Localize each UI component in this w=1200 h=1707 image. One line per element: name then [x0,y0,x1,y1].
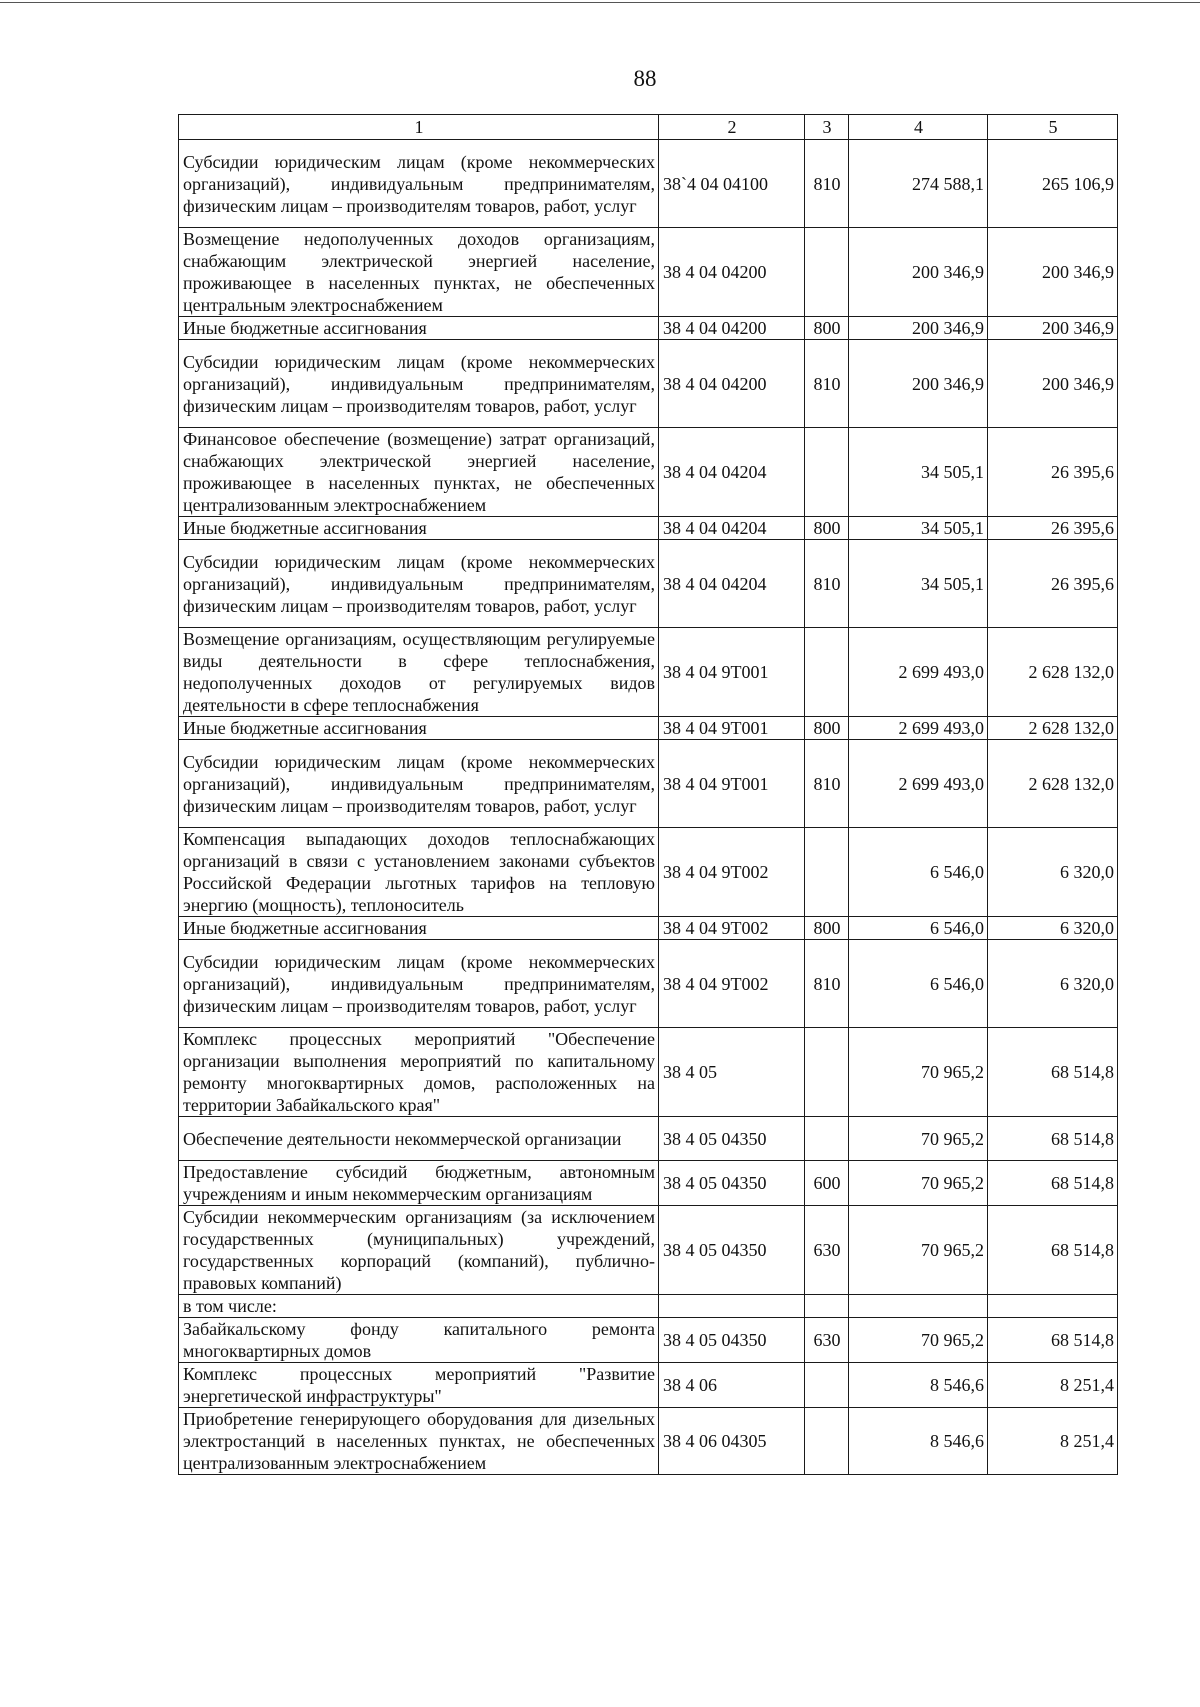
row-target-code: 38 4 06 [659,1363,805,1408]
row-amount-year-2: 8 251,4 [988,1363,1118,1408]
table-row [179,740,1118,828]
row-target-code: 38 4 04 04200 [659,340,805,428]
row-expense-type [805,428,849,517]
row-amount-year-2: 68 514,8 [988,1161,1118,1206]
row-target-code: 38 4 05 04350 [659,1318,805,1363]
row-amount-year-1: 2 699 493,0 [849,628,988,717]
row-expense-type: 800 [805,917,849,940]
column-header-2: 2 [659,115,805,140]
row-expense-type [805,1408,849,1475]
table-header-row [179,115,1118,140]
table-row [179,1161,1118,1206]
row-target-code: 38 4 04 04204 [659,540,805,628]
row-target-code: 38 4 05 04350 [659,1161,805,1206]
row-amount-year-1 [849,1295,988,1318]
row-expense-type: 630 [805,1318,849,1363]
row-amount-year-1: 6 546,0 [849,917,988,940]
row-amount-year-1: 70 965,2 [849,1028,988,1117]
row-target-code [659,1295,805,1318]
table-row [179,228,1118,317]
row-target-code: 38 4 04 9Т001 [659,717,805,740]
row-amount-year-2: 265 106,9 [988,140,1118,228]
row-expense-type: 800 [805,317,849,340]
row-expense-type: 810 [805,140,849,228]
row-target-code: 38`4 04 04100 [659,140,805,228]
table-row [179,1408,1118,1475]
row-target-code: 38 4 05 [659,1028,805,1117]
row-amount-year-2: 68 514,8 [988,1206,1118,1295]
row-expense-type: 630 [805,1206,849,1295]
row-amount-year-2: 200 346,9 [988,340,1118,428]
row-amount-year-2: 68 514,8 [988,1028,1118,1117]
row-target-code: 38 4 04 9Т001 [659,628,805,717]
row-target-code: 38 4 04 9Т001 [659,740,805,828]
row-amount-year-2: 2 628 132,0 [988,717,1118,740]
table-row [179,917,1118,940]
row-amount-year-1: 200 346,9 [849,340,988,428]
table-row [179,940,1118,1028]
row-expense-type [805,1363,849,1408]
row-amount-year-2: 6 320,0 [988,828,1118,917]
table-row [179,1206,1118,1295]
row-expense-type: 810 [805,940,849,1028]
row-description: Субсидии юридическим лицам (кроме некоммерческих организаций), индивидуальным предпринимателям, физическим лицам – производителям товаров, работ, услуг [179,940,659,1028]
row-expense-type: 600 [805,1161,849,1206]
row-description: Обеспечение деятельности некоммерческой организации [179,1117,659,1161]
row-amount-year-2: 26 395,6 [988,517,1118,540]
row-expense-type [805,228,849,317]
table-row [179,428,1118,517]
row-description: Иные бюджетные ассигнования [179,917,659,940]
row-amount-year-2: 6 320,0 [988,917,1118,940]
table-row [179,1363,1118,1408]
table-row [179,828,1118,917]
row-amount-year-2: 2 628 132,0 [988,628,1118,717]
row-target-code: 38 4 04 04204 [659,517,805,540]
table-row [179,1295,1118,1318]
table-row [179,540,1118,628]
column-header-1: 1 [179,115,659,140]
row-expense-type [805,1028,849,1117]
table-row [179,628,1118,717]
page-top-edge [0,2,1200,3]
row-description: Субсидии юридическим лицам (кроме некоммерческих организаций), индивидуальным предпринимателям, физическим лицам – производителям товаров, работ, услуг [179,740,659,828]
row-amount-year-1: 70 965,2 [849,1161,988,1206]
table-row [179,1318,1118,1363]
column-header-4: 4 [849,115,988,140]
column-header-3: 3 [805,115,849,140]
row-description: Комплекс процессных мероприятий "Обеспечение организации выполнения мероприятий по капитальному ремонту многоквартирных домов, расположенных на территории Забайкальского края" [179,1028,659,1117]
row-amount-year-1: 8 546,6 [849,1408,988,1475]
table-row [179,317,1118,340]
row-amount-year-2: 2 628 132,0 [988,740,1118,828]
table-row [179,1028,1118,1117]
row-target-code: 38 4 04 04200 [659,228,805,317]
row-amount-year-1: 34 505,1 [849,540,988,628]
row-amount-year-1: 6 546,0 [849,828,988,917]
row-description: Комплекс процессных мероприятий "Развитие энергетической инфраструктуры" [179,1363,659,1408]
row-amount-year-1: 2 699 493,0 [849,740,988,828]
row-target-code: 38 4 04 04204 [659,428,805,517]
row-amount-year-2: 26 395,6 [988,428,1118,517]
row-expense-type: 800 [805,717,849,740]
table-row [179,517,1118,540]
row-amount-year-2: 200 346,9 [988,228,1118,317]
row-description: Финансовое обеспечение (возмещение) затрат организаций, снабжающих электрической энергией население, проживающее в населенных пунктах, не обеспеченных централизованным электроснабжением [179,428,659,517]
row-expense-type: 810 [805,340,849,428]
row-description: в том числе: [179,1295,659,1318]
row-amount-year-2: 68 514,8 [988,1117,1118,1161]
row-description: Субсидии юридическим лицам (кроме некоммерческих организаций), индивидуальным предпринимателям, физическим лицам – производителям товаров, работ, услуг [179,540,659,628]
row-description: Иные бюджетные ассигнования [179,717,659,740]
row-amount-year-2: 200 346,9 [988,317,1118,340]
column-header-5: 5 [988,115,1118,140]
row-amount-year-1: 70 965,2 [849,1318,988,1363]
row-target-code: 38 4 04 9Т002 [659,940,805,1028]
row-amount-year-1: 70 965,2 [849,1117,988,1161]
row-amount-year-1: 34 505,1 [849,517,988,540]
page-number: 88 [633,66,657,91]
row-expense-type: 810 [805,740,849,828]
row-amount-year-2 [988,1295,1118,1318]
row-description: Компенсация выпадающих доходов теплоснабжающих организаций в связи с установлением законами субъектов Российской Федерации льготных тарифов на тепловую энергию (мощность), теплоноситель [179,828,659,917]
row-amount-year-1: 6 546,0 [849,940,988,1028]
row-expense-type [805,1117,849,1161]
row-description: Субсидии юридическим лицам (кроме некоммерческих организаций), индивидуальным предпринимателям, физическим лицам – производителям товаров, работ, услуг [179,340,659,428]
row-description: Иные бюджетные ассигнования [179,317,659,340]
row-amount-year-2: 26 395,6 [988,540,1118,628]
row-amount-year-1: 34 505,1 [849,428,988,517]
table-row [179,140,1118,228]
row-target-code: 38 4 04 9Т002 [659,828,805,917]
row-target-code: 38 4 06 04305 [659,1408,805,1475]
row-amount-year-1: 200 346,9 [849,317,988,340]
table-row [179,717,1118,740]
row-expense-type [805,1295,849,1318]
row-amount-year-2: 6 320,0 [988,940,1118,1028]
row-target-code: 38 4 05 04350 [659,1117,805,1161]
row-description: Возмещение организациям, осуществляющим регулируемые виды деятельности в сфере теплоснабжения, недополученных доходов от регулируемых видов деятельности в сфере теплоснабжения [179,628,659,717]
row-description: Приобретение генерирующего оборудования для дизельных электростанций в населенных пунктах, не обеспеченных централизованным электроснабжением [179,1408,659,1475]
row-target-code: 38 4 05 04350 [659,1206,805,1295]
row-description: Субсидии некоммерческим организациям (за исключением государственных (муниципальных) учреждений, государственных корпораций (компаний), публично-правовых компаний) [179,1206,659,1295]
row-target-code: 38 4 04 04200 [659,317,805,340]
table-row [179,340,1118,428]
row-amount-year-2: 68 514,8 [988,1318,1118,1363]
row-amount-year-1: 70 965,2 [849,1206,988,1295]
row-description: Забайкальскому фонду капитального ремонта многоквартирных домов [179,1318,659,1363]
row-amount-year-1: 2 699 493,0 [849,717,988,740]
row-amount-year-2: 8 251,4 [988,1408,1118,1475]
row-description: Иные бюджетные ассигнования [179,517,659,540]
row-description: Предоставление субсидий бюджетным, автономным учреждениям и иным некоммерческим организациям [179,1161,659,1206]
row-description: Возмещение недополученных доходов организациям, снабжающим электрической энергией население, проживающее в населенных пунктах, не обеспеченных центральным электроснабжением [179,228,659,317]
row-amount-year-1: 8 546,6 [849,1363,988,1408]
row-target-code: 38 4 04 9Т002 [659,917,805,940]
row-expense-type [805,628,849,717]
row-amount-year-1: 200 346,9 [849,228,988,317]
row-amount-year-1: 274 588,1 [849,140,988,228]
table-row [179,1117,1118,1161]
row-expense-type: 810 [805,540,849,628]
budget-table [178,114,1118,1475]
row-expense-type: 800 [805,517,849,540]
row-expense-type [805,828,849,917]
row-description: Субсидии юридическим лицам (кроме некоммерческих организаций), индивидуальным предпринимателям, физическим лицам – производителям товаров, работ, услуг [179,140,659,228]
